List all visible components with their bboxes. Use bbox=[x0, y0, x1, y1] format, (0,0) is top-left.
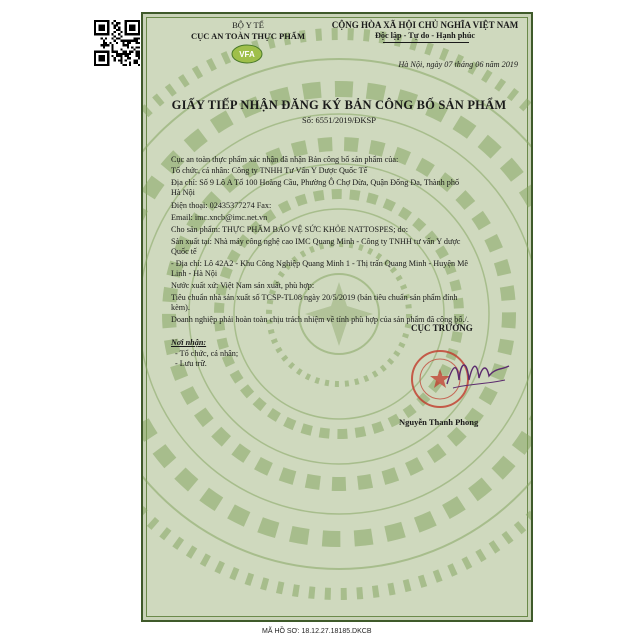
recipients-label: Nơi nhận: bbox=[171, 338, 207, 347]
body-line: Linh - Hà Nội bbox=[171, 269, 218, 278]
body-line: Cho sản phẩm: THỰC PHẨM BẢO VỆ SỨC KHỎE NATTOSPES; do: bbox=[171, 225, 408, 234]
body-line: Sản xuất tại: Nhà máy công nghệ cao IMC Quang Minh - Công ty TNHH tư vấn Y dược bbox=[171, 237, 461, 246]
signer-title: CỤC TRƯỞNG bbox=[411, 323, 473, 333]
handwritten-signature bbox=[443, 354, 513, 394]
department-name: CỤC AN TOÀN THỰC PHẨM bbox=[191, 31, 305, 41]
republic-heading: CỘNG HÒA XÃ HỘI CHỦ NGHĨA VIỆT NAM bbox=[331, 20, 519, 30]
document-number: Số: 6551/2019/ĐKSP bbox=[302, 115, 376, 125]
body-line: Nước xuất xứ: Việt Nam sản xuất, phù hợp: bbox=[171, 281, 315, 290]
recipient-item: - Lưu trữ. bbox=[175, 359, 207, 368]
document-title: GIẤY TIẾP NHẬN ĐĂNG KÝ BẢN CÔNG BỐ SẢN PHẨM bbox=[171, 98, 507, 112]
motto-underline bbox=[383, 42, 469, 43]
body-line: Tiêu chuẩn nhà sản xuất số TCSP-TL08 ngày 20/5/2019 (bản tiêu chuẩn sản phẩm đính bbox=[171, 293, 458, 302]
body-line: Tổ chức, cá nhân: Công ty TNHH Tư Vấn Y Dược Quốc Tế bbox=[171, 166, 368, 175]
dossier-code: MÃ HỒ SƠ: 18.12.27.18185.DKCB bbox=[262, 628, 372, 635]
body-line: Địa chỉ: Số 9 Lô A Tổ 100 Hoàng Cầu, Phường Ô Chợ Dừa, Quận Đống Đa, Thành phố bbox=[171, 178, 460, 187]
body-line: kèm). bbox=[171, 303, 190, 312]
body-line: Email: imc.xncb@imc.net.vn bbox=[171, 213, 268, 222]
certificate-document bbox=[141, 12, 533, 622]
vfa-logo-icon bbox=[231, 44, 263, 64]
qr-code bbox=[94, 20, 140, 66]
body-line: Hà Nội bbox=[171, 188, 195, 197]
body-line: Cục an toàn thực phẩm xác nhận đã nhận Bản công bố sản phẩm của: bbox=[171, 155, 399, 164]
signer-name: Nguyễn Thanh Phong bbox=[399, 417, 479, 427]
national-motto: Độc lập - Tự do - Hạnh phúc bbox=[374, 31, 476, 40]
recipient-item: - Tổ chức, cá nhân; bbox=[175, 349, 239, 358]
body-line: Điện thoại: 02435377274 Fax: bbox=[171, 201, 272, 210]
body-line: Doanh nghiệp phải hoàn toàn chịu trách nhiệm về tính phù hợp của sản phẩm đã công bố./. bbox=[171, 315, 469, 324]
svg-text:VFA: VFA bbox=[239, 50, 255, 59]
body-line: Quốc tế bbox=[171, 247, 197, 256]
body-line: - Địa chỉ: Lô 42A2 - Khu Công Nghiệp Quang Minh 1 - Thị trấn Quang Minh - Huyện Mê bbox=[171, 259, 469, 268]
ministry-name: BỘ Y TẾ bbox=[232, 20, 264, 30]
issue-date: Hà Nội, ngày 07 tháng 06 năm 2019 bbox=[398, 60, 518, 69]
